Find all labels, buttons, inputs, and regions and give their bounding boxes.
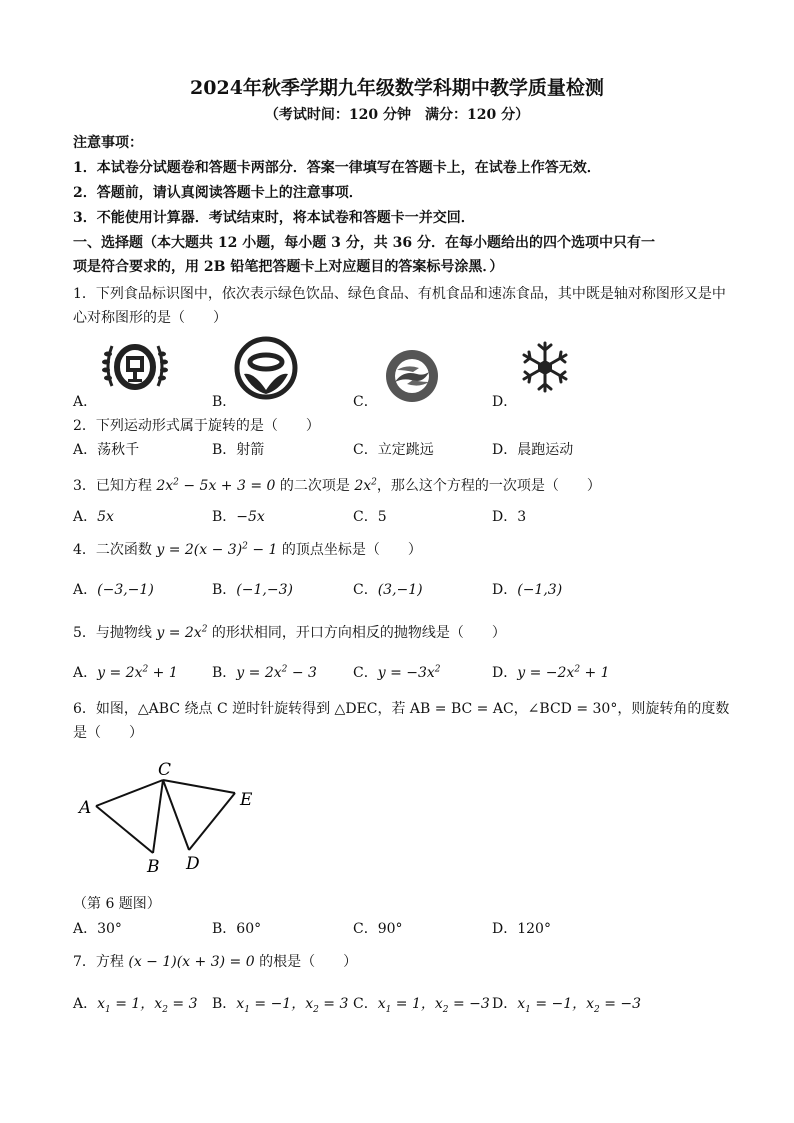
q3-option-c: C．5	[353, 509, 387, 525]
q6-label-c: C	[158, 760, 172, 780]
q6-label-d: D	[186, 854, 200, 874]
exam-title: 2024年秋季学期九年级数学科期中教学质量检测	[190, 77, 604, 99]
exam-subtitle: （考试时间：120 分钟 满分：120 分）	[264, 107, 530, 123]
q3-option-b: B．−5x	[212, 509, 265, 525]
q2-option-b: B．射箭	[212, 442, 265, 458]
q6-label-e: E	[240, 790, 253, 810]
q5-option-b: B．$y = 2x^2 - 3$	[212, 664, 317, 681]
q3-option-d: D．3	[492, 509, 527, 525]
q5-option-d: D．$y = -2x^2 + 1$	[492, 664, 610, 681]
q3-stem-part-b: 的二次项是	[275, 478, 355, 494]
q6-line1: 6．如图，△ABC 绕点 C 逆时针旋转得到 △DEC，若 AB = BC = AC，∠BCD = 30°，则旋转角的度数	[73, 701, 730, 717]
q3-stem-part-a: 3．已知方程	[73, 478, 157, 494]
q2-option-a: A．荡秋千	[73, 442, 140, 458]
q1-line1: 1．下列食品标识图中，依次表示绿色饮品、绿色食品、有机食品和速冻食品，其中既是轴对称图形又是中	[73, 286, 726, 302]
q7-option-c: C．$x_1 = 1$，$x_2 = -3$	[353, 996, 490, 1015]
q3-quadratic-term: $2x^2$	[354, 477, 377, 494]
q6-line2: 是（ ）	[73, 725, 143, 741]
q7-option-d: D．$x_1 = -1$，$x_2 = -3$	[492, 996, 642, 1015]
q5-option-a: A．$y = 2x^2 + 1$	[73, 664, 178, 681]
section1-line2: 项是符合要求的，用 2B 铅笔把答题卡上对应题目的答案标号涂黑．）	[73, 259, 504, 275]
note-item-1: 1．本试卷分试题卷和答题卡两部分．答案一律填写在答题卡上，在试卷上作答无效．	[73, 160, 601, 176]
q4-function: $y = 2(x - 3)^2 - 1$	[156, 541, 278, 558]
green-drink-logo-icon	[100, 336, 170, 398]
q1-option-b: B．	[212, 394, 237, 410]
q5-stem: 5．与抛物线 $y = 2x^2$ 的形状相同，开口方向相反的抛物线是（ ）	[73, 624, 506, 641]
q3-option-a: A．5x	[73, 509, 114, 525]
q2-option-c: C．立定跳远	[353, 442, 434, 458]
q6-label-b: B	[147, 857, 160, 877]
q4-option-d: D．(−1,3)	[492, 582, 563, 598]
q1-option-c: C．	[353, 394, 378, 410]
q7-equation: (x − 1)(x + 3) = 0	[128, 954, 255, 970]
q2-stem: 2．下列运动形式属于旋转的是（ ）	[73, 418, 320, 434]
q7-option-b: B．$x_1 = -1$，$x_2 = 3$	[212, 996, 349, 1015]
q3-equation: $2x^2 - 5x + 3 = 0$	[156, 477, 276, 494]
q6-option-c: C．90°	[353, 921, 403, 937]
q3-stem	[73, 475, 601, 495]
notes-heading: 注意事项：	[73, 135, 143, 151]
q4-option-a: A．(−3,−1)	[73, 582, 154, 598]
q1-line2: 心对称图形的是（ ）	[73, 310, 227, 326]
q7-stem: 7．方程 (x − 1)(x + 3) = 0 的根是（ ）	[73, 954, 358, 970]
q6-figure-caption: （第 6 题图）	[73, 896, 161, 912]
q6-rotation-figure	[73, 755, 273, 880]
q5-parabola: $y = 2x^2$	[156, 624, 208, 641]
q3-stem-part-c: ，那么这个方程的一次项是（ ）	[376, 478, 601, 494]
q5-option-c: C．$y = -3x^2$	[353, 664, 441, 681]
note-item-2: 2．答题前，请认真阅读答题卡上的注意事项．	[73, 185, 363, 201]
q1-option-d: D．	[492, 394, 518, 410]
q7-option-a: A．$x_1 = 1$，$x_2 = 3$	[73, 996, 198, 1015]
q6-label-a: A	[79, 798, 92, 818]
q6-option-a: A．30°	[73, 921, 122, 937]
frozen-food-snowflake-icon	[517, 340, 573, 394]
q1-option-a: A．	[73, 394, 98, 410]
section1-line1: 一、选择题（本大题共 12 小题，每小题 3 分，共 36 分．在每小题给出的四个选项中只有一	[73, 235, 655, 251]
q4-option-b: B．(−1,−3)	[212, 582, 293, 598]
note-item-3: 3．不能使用计算器．考试结束时，将本试卷和答题卡一并交回．	[73, 210, 475, 226]
q6-option-b: B．60°	[212, 921, 262, 937]
q6-option-d: D．120°	[492, 921, 551, 937]
q2-option-d: D．晨跑运动	[492, 442, 574, 458]
q4-option-c: C．(3,−1)	[353, 582, 423, 598]
q4-stem: 4．二次函数 $y = 2(x - 3)^2 - 1$ 的顶点坐标是（ ）	[73, 541, 422, 558]
organic-food-logo-icon	[383, 348, 441, 404]
green-food-logo-icon	[234, 336, 298, 400]
